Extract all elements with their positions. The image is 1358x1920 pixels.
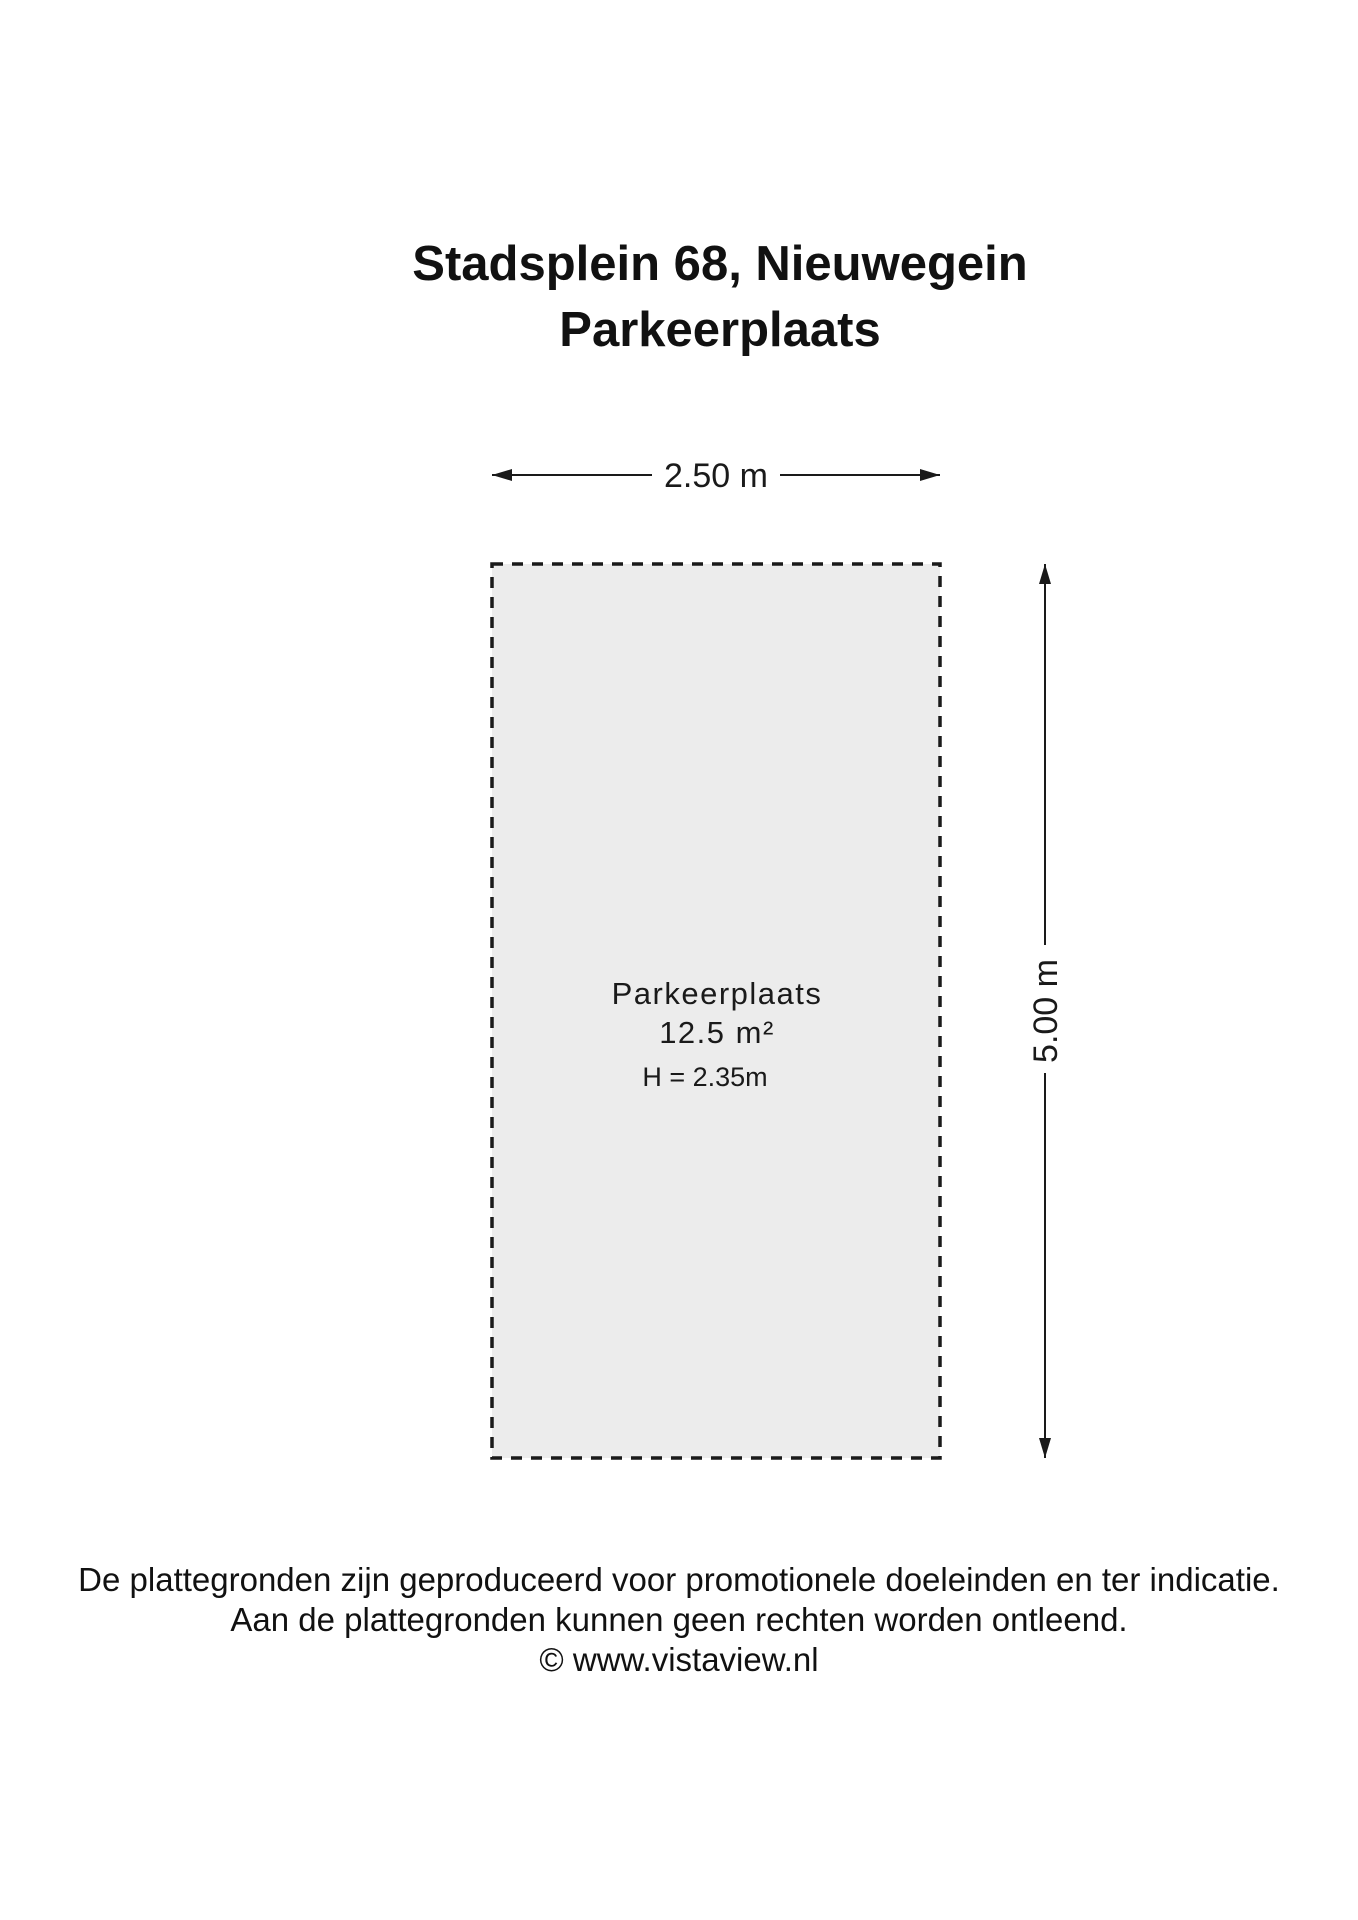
length-dimension (1027, 564, 1065, 1458)
room-name: Parkeerplaats (611, 976, 823, 1011)
width-dimension-label: 2.50 m (664, 457, 768, 495)
disclaimer-line-2: Aan de plattegronden kunnen geen rechten worden ontleend. (230, 1601, 1128, 1638)
copyright-notice: © www.vistaview.nl (539, 1641, 819, 1678)
parking-space-outline (492, 564, 940, 1458)
room-height: H = 2.35m (642, 1062, 768, 1092)
width-dimension (492, 457, 940, 495)
disclaimer-line-1: De plattegronden zijn geproduceerd voor promotionele doeleinden en ter indicatie. (78, 1561, 1280, 1598)
plan-title-address: Stadsplein 68, Nieuwegein (412, 237, 1028, 291)
plan-title-floor: Parkeerplaats (559, 303, 881, 357)
length-dimension-label: 5.00 m (1027, 959, 1065, 1063)
room-area: 12.5 m² (659, 1015, 775, 1050)
